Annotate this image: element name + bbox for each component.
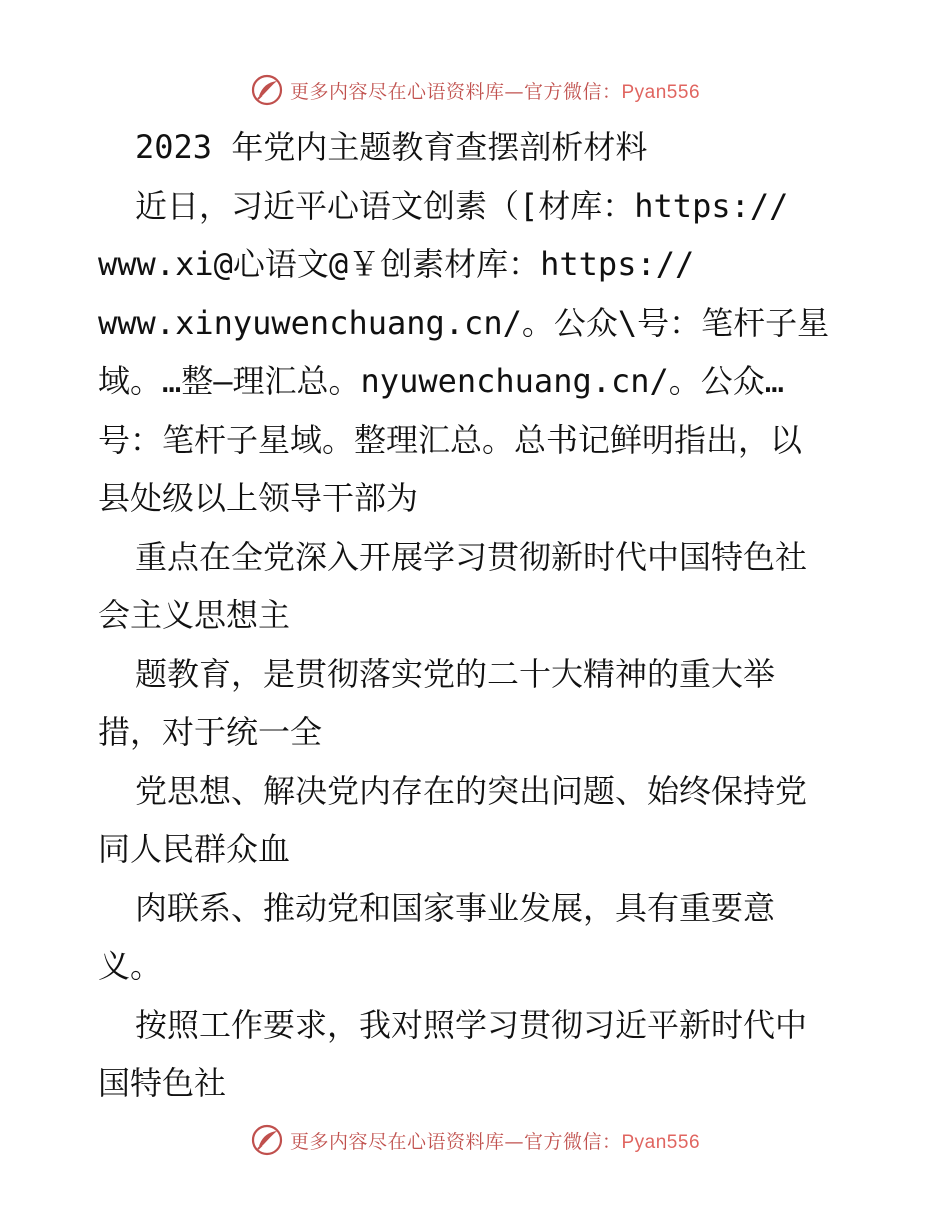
text-line: 肉联系、推动党和国家事业发展，具有重要意 bbox=[135, 888, 776, 927]
text-line: 党思想、解决党内存在的突出问题、始终保持党 bbox=[135, 771, 808, 810]
text-line: 近日，习近平心语文创素（[材库：https:// bbox=[135, 186, 789, 225]
pen-logo-icon bbox=[250, 1123, 284, 1157]
text-line: 同人民群众血 bbox=[98, 830, 291, 868]
text-line: 域。…整—理汇总。nyuwenchuang.cn/。公众… bbox=[98, 362, 785, 400]
text-line: 重点在全党深入开展学习贯彻新时代中国特色社 bbox=[135, 537, 808, 576]
text-line: 题教育，是贯彻落实党的二十大精神的重大举 bbox=[135, 654, 776, 693]
pen-logo-icon bbox=[250, 73, 284, 107]
watermark-group bbox=[250, 1123, 700, 1157]
watermark-account: Pyan556 bbox=[621, 81, 701, 103]
text-line: www.xi@心语文@￥创素材库：https:// bbox=[98, 245, 695, 283]
text-line: 国特色社 bbox=[98, 1064, 227, 1102]
footer-watermark bbox=[0, 1120, 950, 1160]
watermark-account: Pyan556 bbox=[621, 1131, 701, 1153]
text-line: 县处级以上领导干部为 bbox=[98, 479, 419, 517]
watermark-text: 更多内容尽在心语资料库—官方微信：Pyan556 bbox=[289, 80, 701, 103]
text-line: www.xinyuwenchuang.cn/。公众\号：笔杆子星 bbox=[98, 303, 830, 342]
header-watermark bbox=[0, 70, 950, 110]
text-line: 号：笔杆子星域。整理汇总。总书记鲜明指出，以 bbox=[98, 420, 803, 459]
text-line: 会主义思想主 bbox=[98, 596, 291, 634]
watermark-text: 更多内容尽在心语资料库—官方微信：Pyan556 bbox=[289, 1130, 701, 1153]
watermark-group bbox=[250, 73, 700, 107]
text-line: 按照工作要求，我对照学习贯彻习近平新时代中 bbox=[135, 1005, 808, 1044]
text-line: 2023 年党内主题教育查摆剖析材料 bbox=[135, 128, 648, 166]
text-line: 措，对于统一全 bbox=[98, 713, 323, 751]
text-line: 义。 bbox=[98, 947, 163, 985]
document-body bbox=[98, 118, 858, 1113]
